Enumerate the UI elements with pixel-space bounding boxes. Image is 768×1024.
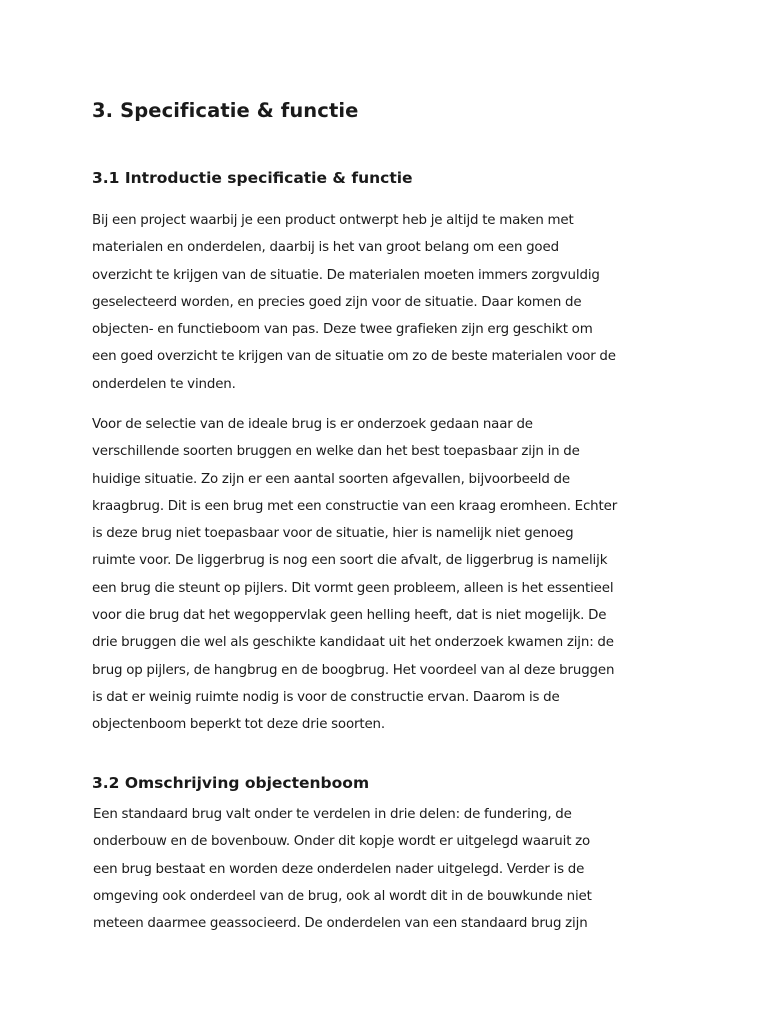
- chapter-heading: 3. Specificatie & functie: [92, 99, 359, 122]
- text-line: Bij een project waarbij je een product ontwerpt heb je altijd te maken met: [92, 213, 574, 228]
- text-line: een goed overzicht te krijgen van de situatie om zo de beste materialen voor de: [92, 349, 616, 365]
- text-line: onderbouw en de bovenbouw. Onder dit kopje wordt er uitgelegd waaruit zo: [93, 834, 591, 850]
- text-line: Een standaard brug valt onder te verdelen in drie delen: de fundering, de: [93, 807, 572, 822]
- paragraph-omschrijving-1: [93, 801, 633, 937]
- text-line: materialen en onderdelen, daarbij is het van groot belang om een goed: [92, 240, 559, 256]
- text-line: een brug die steunt op pijlers. Dit vormt geen probleem, alleen is het essentieel: [92, 580, 614, 596]
- text-line: onderdelen te vinden.: [92, 376, 236, 392]
- text-line: brug op pijlers, de hangbrug en de boogbrug. Het voordeel van al deze bruggen: [92, 662, 615, 678]
- text-line: drie bruggen die wel als geschikte kandidaat uit het onderzoek kwamen zijn: de: [92, 635, 614, 651]
- text-line: kraagbrug. Dit is een brug met een constructie van een kraag eromheen. Echter: [92, 498, 618, 514]
- paragraph-intro-1: [92, 207, 632, 398]
- text-line: Voor de selectie van de ideale brug is er onderzoek gedaan naar de: [92, 417, 533, 432]
- text-line: overzicht te krijgen van de situatie. De materialen moeten immers zorgvuldig: [92, 267, 600, 283]
- text-line: huidige situatie. Zo zijn er een aantal soorten afgevallen, bijvoorbeeld de: [92, 471, 570, 487]
- text-line: verschillende soorten bruggen en welke dan het best toepasbaar zijn in de: [92, 444, 580, 460]
- text-line: objectenboom beperkt tot deze drie soorten.: [92, 717, 385, 733]
- text-line: is dat er weinig ruimte nodig is voor de constructie ervan. Daarom is de: [92, 689, 560, 705]
- section-heading-introductie: 3.1 Introductie specificatie & functie: [92, 169, 413, 187]
- text-line: ruimte voor. De liggerbrug is nog een soort die afvalt, de liggerbrug is namelijk: [92, 553, 608, 569]
- text-line: objecten- en functieboom van pas. Deze twee grafieken zijn erg geschikt om: [92, 322, 593, 338]
- text-line: meteen daarmee geassocieerd. De onderdelen van een standaard brug zijn: [93, 916, 588, 932]
- text-line: voor die brug dat het wegoppervlak geen helling heeft, dat is niet mogelijk. De: [92, 608, 607, 624]
- text-line: geselecteerd worden, en precies goed zijn voor de situatie. Daar komen de: [92, 294, 582, 310]
- paragraph-intro-2: [92, 411, 632, 739]
- text-line: is deze brug niet toepasbaar voor de situatie, hier is namelijk niet genoeg: [92, 526, 574, 542]
- text-line: een brug bestaat en worden deze onderdelen nader uitgelegd. Verder is de: [93, 861, 585, 877]
- section-heading-omschrijving: 3.2 Omschrijving objectenboom: [92, 774, 370, 792]
- text-line: omgeving ook onderdeel van de brug, ook al wordt dit in de bouwkunde niet: [93, 888, 592, 904]
